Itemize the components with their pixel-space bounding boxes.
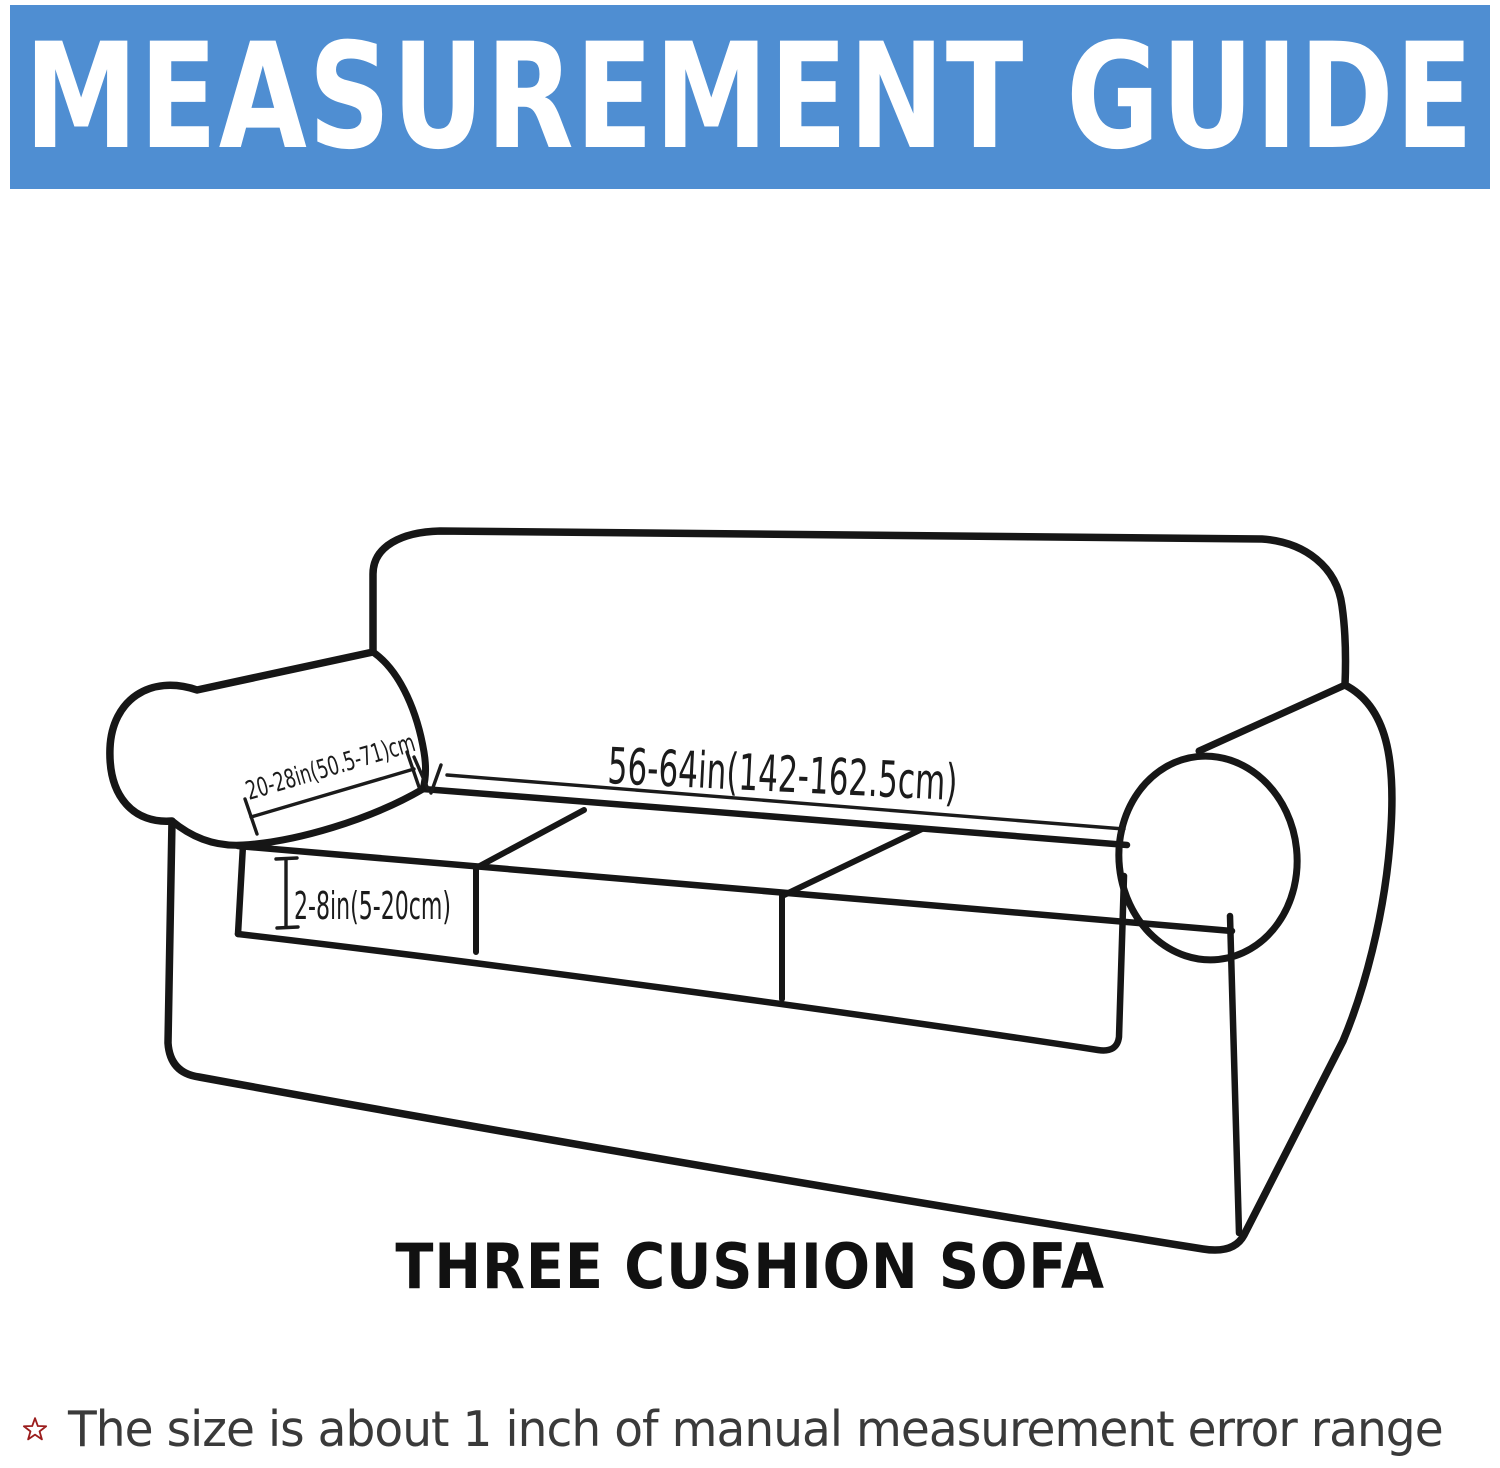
footnote — [22, 1396, 1500, 1462]
right-arm-pillow-top — [1199, 685, 1345, 751]
seat-box-left-edge — [238, 845, 243, 934]
cushion-split-2 — [782, 829, 922, 999]
back-width-label: 56-64in(142-162.5cm) — [606, 737, 1172, 823]
right-arm-scroll — [1109, 747, 1307, 968]
arm-depth-label: 20-28in(50.5-71)cm — [242, 704, 500, 807]
page-title: MEASUREMENT GUIDE — [24, 12, 1476, 182]
star-icon — [22, 1402, 48, 1456]
footnote-text: The size is about 1 inch of manual measurement error range — [68, 1400, 1443, 1458]
diagram-caption — [0, 1230, 1500, 1303]
diagram-caption-text: THREE CUSHION SOFA — [395, 1230, 1105, 1303]
thickness-serif-top — [276, 858, 297, 859]
cushion-thickness-label: 2-8in(5-20cm) — [294, 884, 451, 928]
left-arm-pillow-edge — [172, 789, 423, 845]
right-arm-front-corner — [1230, 916, 1239, 1233]
cushion-split-1 — [476, 810, 584, 952]
